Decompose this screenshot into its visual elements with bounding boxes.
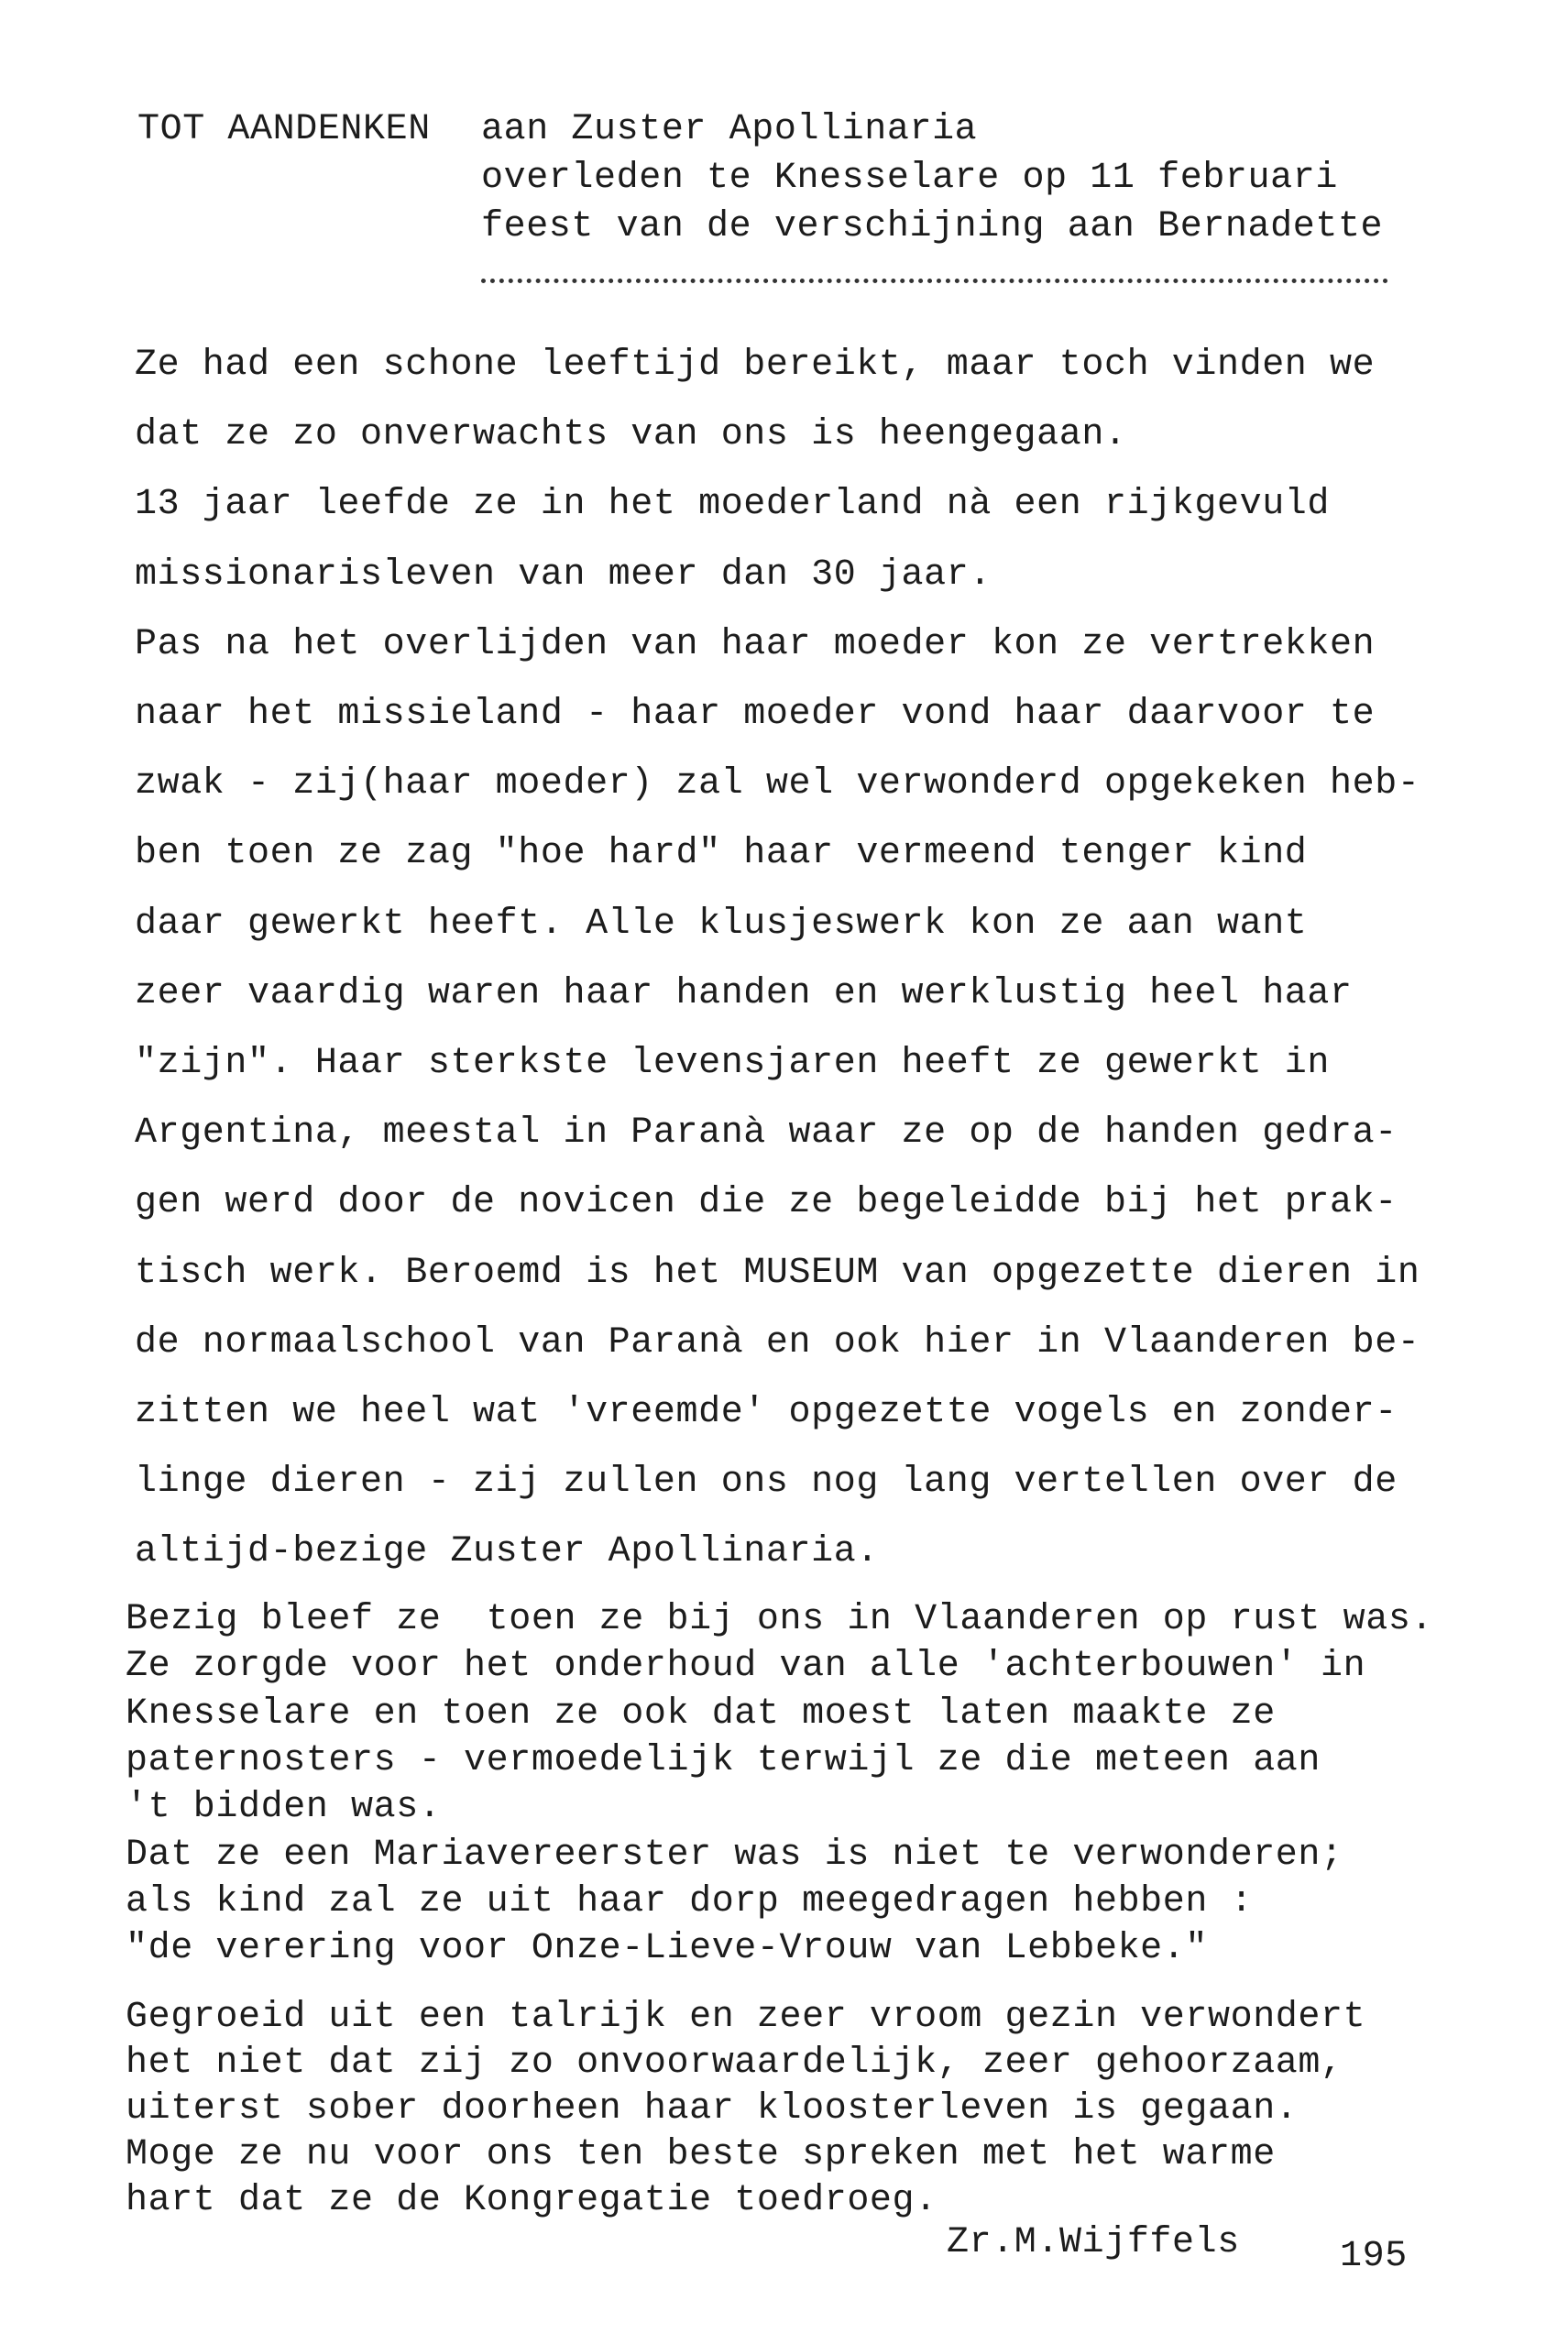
body-line: missionarisleven van meer dan 30 jaar. (135, 553, 992, 596)
header-line: overleden te Knesselare op 11 februari (481, 158, 1338, 199)
body-line: linge dieren - zij zullen ons nog lang vertellen over de (135, 1462, 1398, 1504)
header-line: aan Zuster Apollinaria (481, 109, 978, 150)
dotted-separator (481, 279, 1388, 283)
body-line: uiterst sober doorheen haar kloosterleven is gegaan. (126, 2088, 1299, 2130)
body-line: naar het missieland - haar moeder vond haar daarvoor te (135, 694, 1376, 735)
body-line: gen werd door de novicen die ze begeleidde bij het prak- (135, 1182, 1398, 1224)
body-line: Knesselare en toen ze ook dat moest laten maakte ze (126, 1692, 1276, 1735)
body-line: Moge ze nu voor ons ten beste spreken met het warme (126, 2134, 1276, 2175)
body-line: tisch werk. Beroemd is het MUSEUM van opgezette dieren in (135, 1252, 1420, 1294)
signature: Zr.M.Wijffels (947, 2222, 1240, 2263)
body-line: "de verering voor Onze-Lieve-Vrouw van Lebbeke." (126, 1928, 1208, 1970)
body-line: Ze had een schone leeftijd bereikt, maar toch vinden we (135, 345, 1376, 386)
body-line: daar gewerkt heeft. Alle klusjeswerk kon ze aan want (135, 903, 1308, 945)
body-line: hart dat ze de Kongregatie toedroeg. (126, 2180, 938, 2221)
body-line: zeer vaardig waren haar handen en werklustig heel haar (135, 972, 1353, 1014)
body-line: ben toen ze zag "hoe hard" haar vermeend tenger kind (135, 833, 1308, 875)
body-line: Gegroeid uit een talrijk en zeer vroom gezin verwondert (126, 1997, 1366, 2038)
body-line: 't bidden was. (126, 1787, 442, 1829)
body-line: zwak - zij(haar moeder) zal wel verwonderd opgekeken heb- (135, 763, 1420, 805)
body-line: zitten we heel wat 'vreemde' opgezette vogels en zonder- (135, 1392, 1398, 1433)
body-line: dat ze zo onverwachts van ons is heengegaan. (135, 414, 1127, 456)
body-line: Argentina, meestal in Paranà waar ze op de handen gedra- (135, 1112, 1398, 1155)
body-line: Bezig bleef ze toen ze bij ons in Vlaanderen op rust was. (126, 1599, 1434, 1640)
body-line: Dat ze een Mariavereerster was is niet te verwonderen; (126, 1834, 1343, 1876)
body-line: Ze zorgde voor het onderhoud van alle 'achterbouwen' in (126, 1646, 1366, 1688)
body-line: de normaalschool van Paranà en ook hier in Vlaanderen be- (135, 1321, 1420, 1364)
body-line: Pas na het overlijden van haar moeder kon ze vertrekken (135, 623, 1376, 665)
body-line: "zijn". Haar sterkste levensjaren heeft ze gewerkt in (135, 1043, 1331, 1084)
body-line: 13 jaar leefde ze in het moederland nà een rijkgevuld (135, 484, 1331, 526)
body-line: het niet dat zij zo onvoorwaardelijk, zeer gehoorzaam, (126, 2043, 1343, 2084)
page-number: 195 (1340, 2236, 1408, 2277)
header-line: feest van de verschijning aan Bernadette (481, 206, 1384, 247)
body-line: paternosters - vermoedelijk terwijl ze die meteen aan (126, 1739, 1321, 1781)
header-label: TOT AANDENKEN (137, 109, 431, 150)
body-line: als kind zal ze uit haar dorp meegedragen hebben : (126, 1880, 1254, 1922)
body-line: altijd-bezige Zuster Apollinaria. (135, 1531, 879, 1573)
